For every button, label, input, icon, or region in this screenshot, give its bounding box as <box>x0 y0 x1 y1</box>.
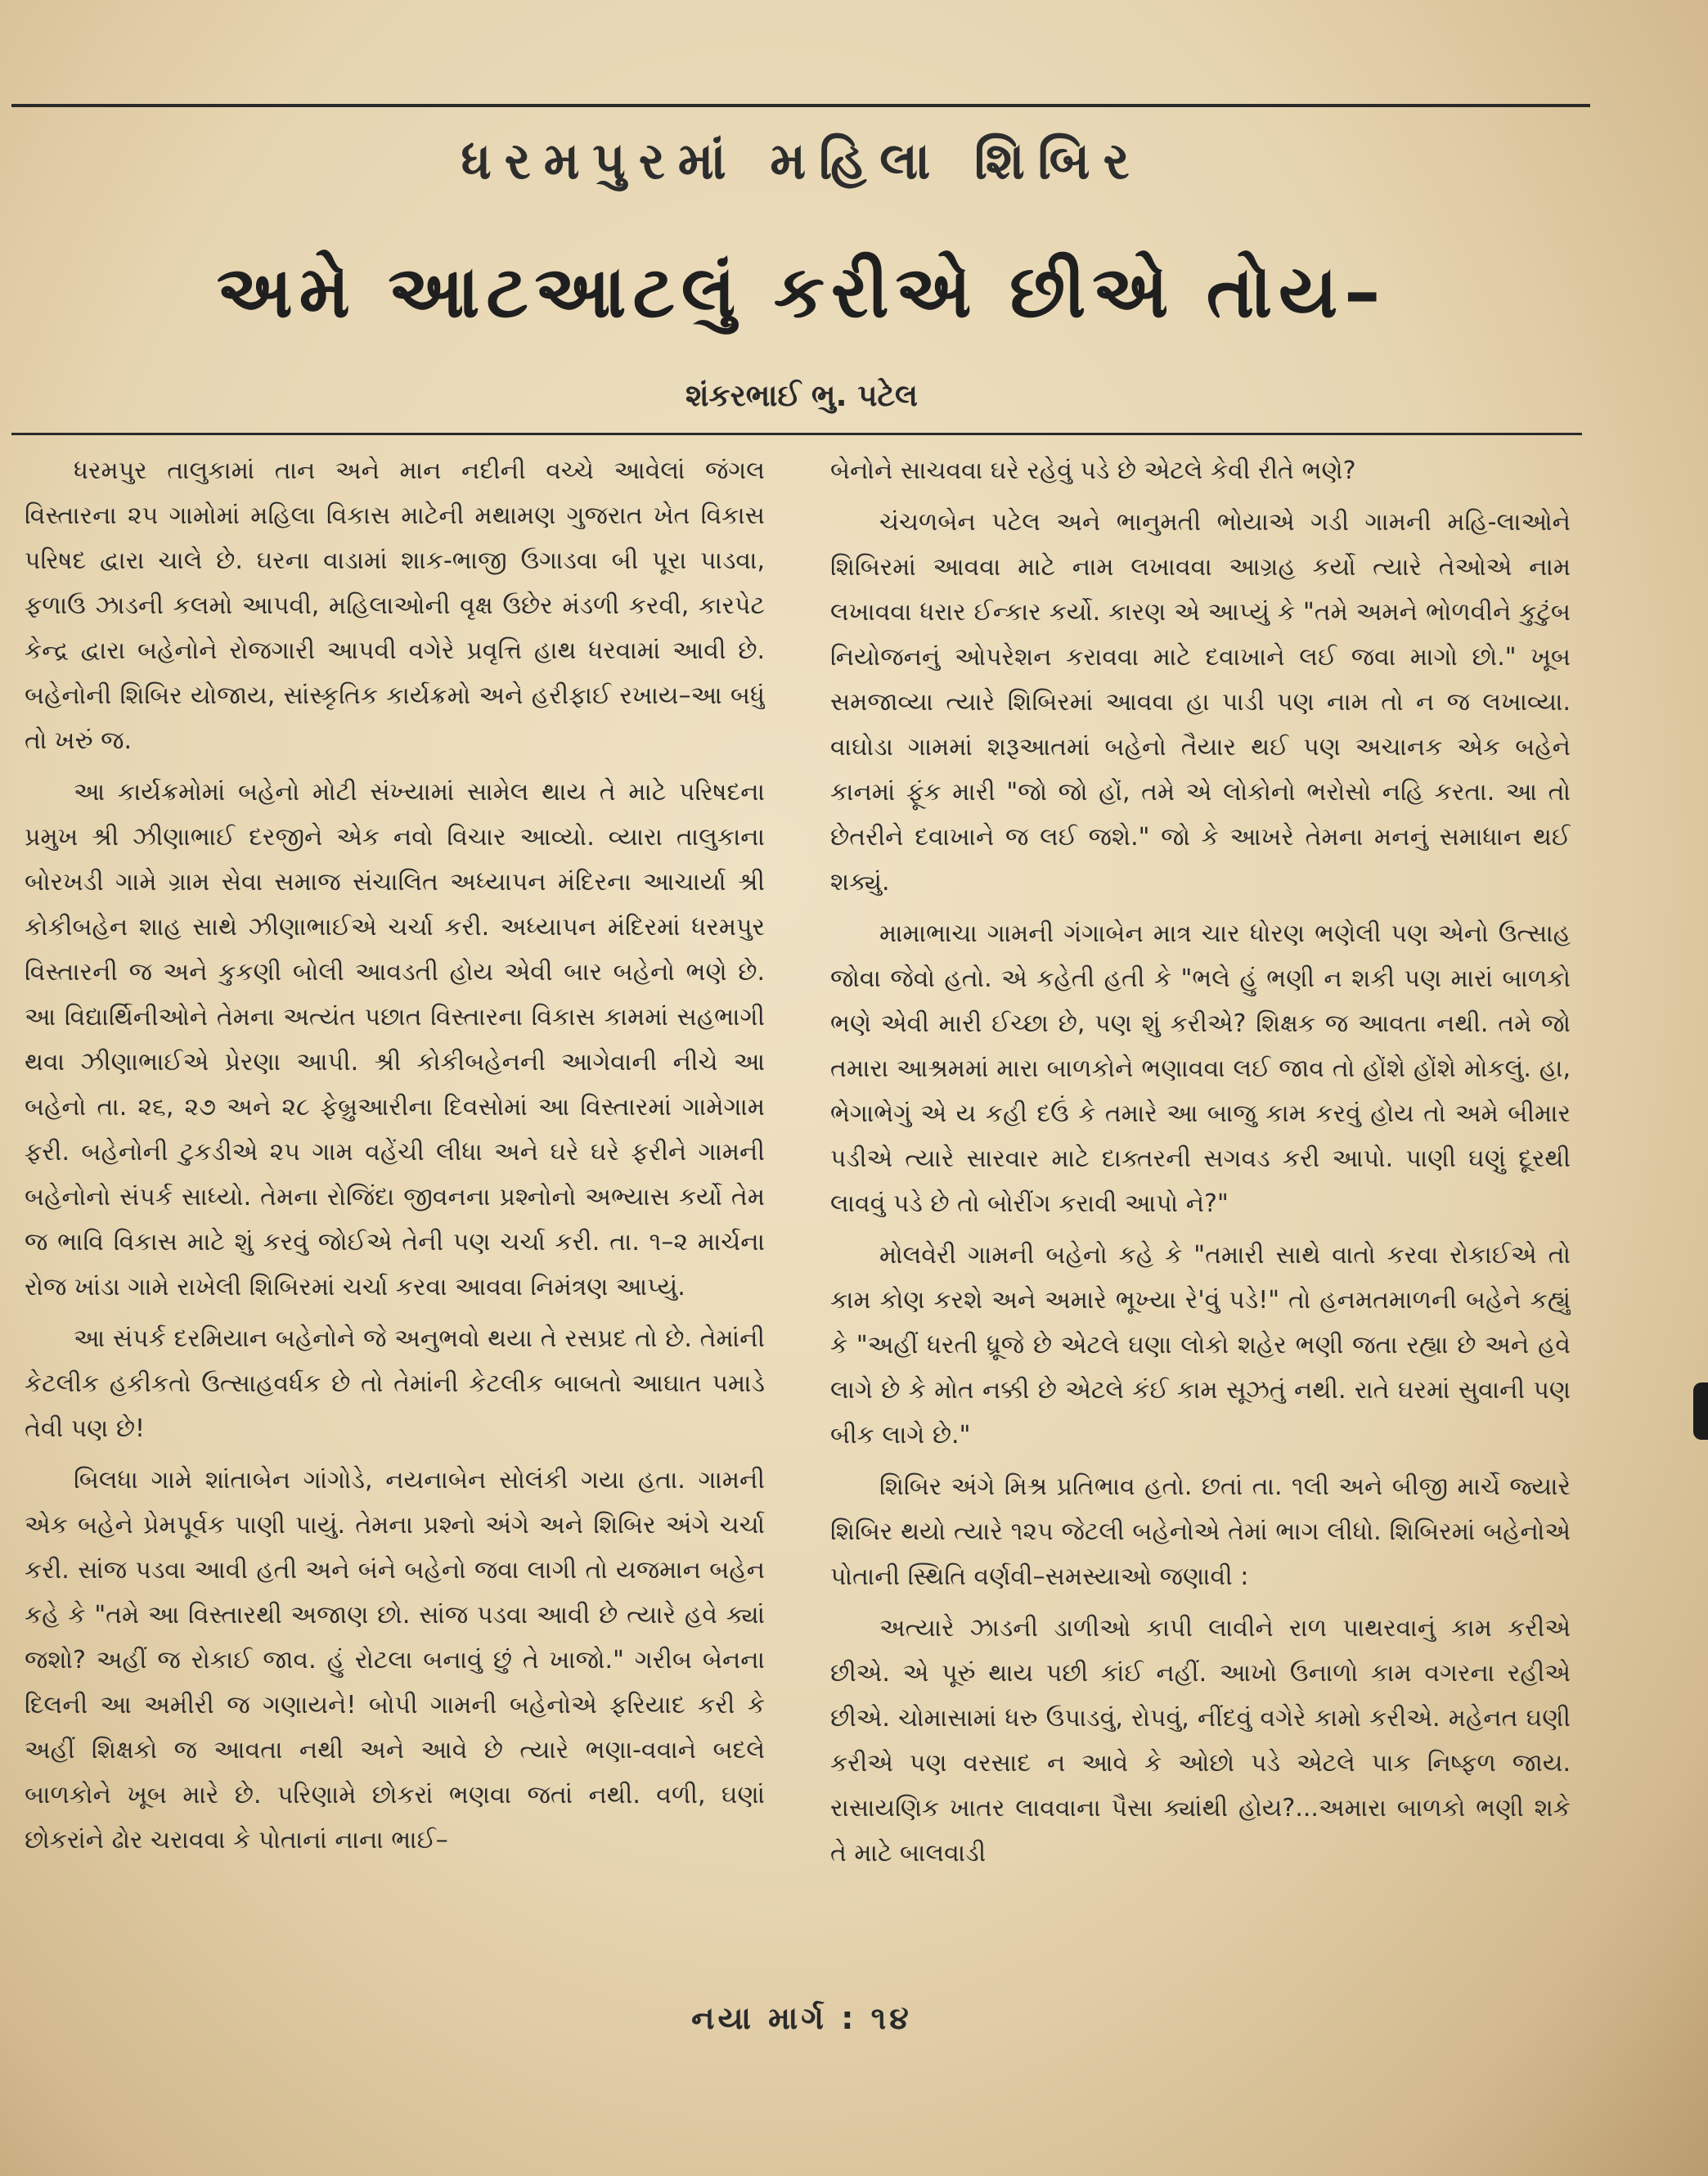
paragraph: મોલવેરી ગામની બહેનો કહે કે "તમારી સાથે વાતો કરવા રોકાઈએ તો કામ કોણ કરશે અને અમારે ભૂખ્યા રે'વું પડે!" તો હનમતમાળની બહેને કહ્યું કે "અહીં ધરતી ધ્રૂજે છે એટલે ઘણા લોકો શહેર ભણી જતા રહ્યા છે અને હવે લાગે છે કે મોત નક્કી છે એટલે કંઈ કામ સૂઝતું નથી. રાતે ઘરમાં સુવાની પણ બીક લાગે છે." <box>830 1241 1571 1450</box>
scan-edge-mark <box>1693 1382 1708 1440</box>
paragraph: ચંચળબેન પટેલ અને ભાનુમતી ભોયાએ ગડી ગામની મહિ-લાઓને શિબિરમાં આવવા માટે નામ લખાવવા આગ્રહ કર્યો ત્યારે તેઓએ નામ લખાવવા ધરાર ઈન્કાર કર્યો. કારણ એ આપ્યું કે "તમે અમને ભોળવીને કુટુંબ નિયોજનનું ઓપરેશન કરાવવા માટે દવાખાને લઈ જવા માગો છો." ખૂબ સમજાવ્યા ત્યારે શિબિરમાં આવવા હા પાડી પણ નામ તો ન જ લખાવ્યા. વાઘોડા ગામમાં શરૂઆતમાં બહેનો તૈયાર થઈ પણ અચાનક એક બહેને કાનમાં ફૂંક મારી "જો જો હોં, તમે એ લોકોનો ભરોસો નહિ કરતા. આ તો છેતરીને દવાખાને જ લઈ જશે." જો કે આખરે તેમના મનનું સમાધાન થઈ શક્યું. <box>830 508 1571 897</box>
article-kicker: ધરમપુરમાં મહિલા શિબિર <box>461 131 1143 191</box>
header-rule <box>11 433 1582 435</box>
paragraph: મામાભાચા ગામની ગંગાબેન માત્ર ચાર ધોરણ ભણેલી પણ એનો ઉત્સાહ જોવા જેવો હતો. એ કહેતી હતી કે "ભલે હું ભણી ન શકી પણ મારાં બાળકો ભણે એવી મારી ઈચ્છા છે, પણ શું કરીએ? શિક્ષક જ આવતા નથી. તમે જો તમારા આશ્રમમાં મારા બાળકોને ભણાવવા લઈ જાવ તો હોંશે હોંશે મોકલું. હા, ભેગાભેગું એ ય કહી દઉં કે તમારે આ બાજુ કામ કરવું હોય તો અમે બીમાર પડીએ ત્યારે સારવાર માટે દાક્તરની સગવડ કરી આપો. પાણી ઘણું દૂરથી લાવવું પડે છે તો બોરીંગ કરાવી આપો ને?" <box>830 919 1571 1218</box>
top-rule <box>11 104 1590 107</box>
paragraph: આ સંપર્ક દરમિયાન બહેનોને જે અનુભવો થયા તે રસપ્રદ તો છે. તેમાંની કેટલીક હકીકતો ઉત્સાહવર્ધક છે તો તેમાંની કેટલીક બાબતો આઘાત પમાડે તેવી પણ છે! <box>25 1324 765 1443</box>
article-title: અમે આટઆટલું કરીએ છીએ તોય– <box>216 250 1387 334</box>
paragraph: ધરમપુર તાલુકામાં તાન અને માન નદીની વચ્ચે આવેલાં જંગલ વિસ્તારના ૨૫ ગામોમાં મહિલા વિકાસ માટેની મથામણ ગુજરાત ખેત વિકાસ પરિષદ દ્વારા ચાલે છે. ઘરના વાડામાં શાક-ભાજી ઉગાડવા બી પૂરા પાડવા, ફળાઉ ઝાડની કલમો આપવી, મહિલાઓની વૃક્ષ ઉછેર મંડળી કરવી, કારપેટ કેન્દ્ર દ્વારા બહેનોને રોજગારી આપવી વગેરે પ્રવૃત્તિ હાથ ધરવામાં આવી છે. બહેનોની શિબિર યોજાય, સાંસ્કૃતિક કાર્યક્રમો અને હરીફાઈ રખાય–આ બધું તો ખરું જ. <box>25 456 765 755</box>
paragraph: શિબિર અંગે મિશ્ર પ્રતિભાવ હતો. છતાં તા. ૧લી અને બીજી માર્ચે જ્યારે શિબિર થયો ત્યારે ૧૨૫ જેટલી બહેનોએ તેમાં ભાગ લીધો. શિબિરમાં બહેનોએ પોતાની સ્થિતિ વર્ણવી–સમસ્યાઓ જણાવી : <box>830 1472 1571 1591</box>
paragraph-continued: બેનોને સાચવવા ઘરે રહેવું પડે છે એટલે કેવી રીતે ભણે? <box>830 456 1356 485</box>
right-column <box>830 448 1571 1966</box>
page-folio: નયા માર્ગ : ૧૪ <box>691 2000 912 2036</box>
paragraph: અત્યારે ઝાડની ડાળીઓ કાપી લાવીને રાળ પાથરવાનું કામ કરીએ છીએ. એ પૂરું થાય પછી કાંઈ નહીં. આખો ઉનાળો કામ વગરના રહીએ છીએ. ચોમાસામાં ધરુ ઉપાડવું, રોપવું, નીંદવું વગેરે કામો કરીએ. મહેનત ઘણી કરીએ પણ વરસાદ ન આવે કે ઓછો પડે એટલે પાક નિષ્ફળ જાય. રાસાયણિક ખાતર લાવવાના પૈસા ક્યાંથી હોય?...અમારા બાળકો ભણી શકે તે માટે બાલવાડી <box>830 1614 1571 1868</box>
article-byline: શંકરભાઈ ભુ. પટેલ <box>685 378 918 413</box>
paragraph: બિલધા ગામે શાંતાબેન ગાંગોડે, નયનાબેન સોલંકી ગયા હતા. ગામની એક બહેને પ્રેમપૂર્વક પાણી પાયું. તેમના પ્રશ્નો અંગે અને શિબિર અંગે ચર્ચા કરી. સાંજ પડવા આવી હતી અને બંને બહેનો જવા લાગી તો યજમાન બહેન કહે કે "તમે આ વિસ્તારથી અજાણ છો. સાંજ પડવા આવી છે ત્યારે હવે ક્યાં જશો? અહીં જ રોકાઈ જાવ. હું રોટલા બનાવું છું તે ખાજો." ગરીબ બેનના દિલની આ અમીરી જ ગણાયને! બોપી ગામની બહેનોએ ફરિયાદ કરી કે અહીં શિક્ષકો જ આવતા નથી અને આવે છે ત્યારે ભણા-વવાને બદલે બાળકોને ખૂબ મારે છે. પરિણામે છોકરાં ભણવા જતાં નથી. વળી, ઘણાં છોકરાંને ઢોર ચરાવવા કે પોતાનાં નાના ભાઈ– <box>25 1466 765 1855</box>
left-column <box>25 448 765 1966</box>
paragraph: આ કાર્યક્રમોમાં બહેનો મોટી સંખ્યામાં સામેલ થાય તે માટે પરિષદના પ્રમુખ શ્રી ઝીણાભાઈ દરજીને એક નવો વિચાર આવ્યો. વ્યારા તાલુકાના બોરખડી ગામે ગ્રામ સેવા સમાજ સંચાલિત અધ્યાપન મંદિરના આચાર્યા શ્રી કોકીબહેન શાહ સાથે ઝીણાભાઈએ ચર્ચા કરી. અધ્યાપન મંદિરમાં ધરમપુર વિસ્તારની જ અને કુકણી બોલી આવડતી હોય એવી બાર બહેનો ભણે છે. આ વિદ્યાર્થિનીઓને તેમના અત્યંત પછાત વિસ્તારના વિકાસ કામમાં સહભાગી થવા ઝીણાભાઈએ પ્રેરણા આપી. શ્રી કોકીબહેનની આગેવાની નીચે આ બહેનો તા. ૨૬, ૨૭ અને ૨૮ ફેબ્રુઆરીના દિવસોમાં આ વિસ્તારમાં ગામેગામ ફરી. બહેનોની ટુકડીએ ૨૫ ગામ વહેંચી લીધા અને ઘરે ઘરે ફરીને ગામની બહેનોનો સંપર્ક સાધ્યો. તેમના રોજિંદા જીવનના પ્રશ્નોનો અભ્યાસ કર્યો તેમ જ ભાવિ વિકાસ માટે શું કરવું જોઈએ તેની પણ ચર્ચા કરી. તા. ૧–૨ માર્ચના રોજ ખાંડા ગામે રાખેલી શિબિરમાં ચર્ચા કરવા આવવા નિમંત્રણ આપ્યું. <box>25 778 765 1302</box>
